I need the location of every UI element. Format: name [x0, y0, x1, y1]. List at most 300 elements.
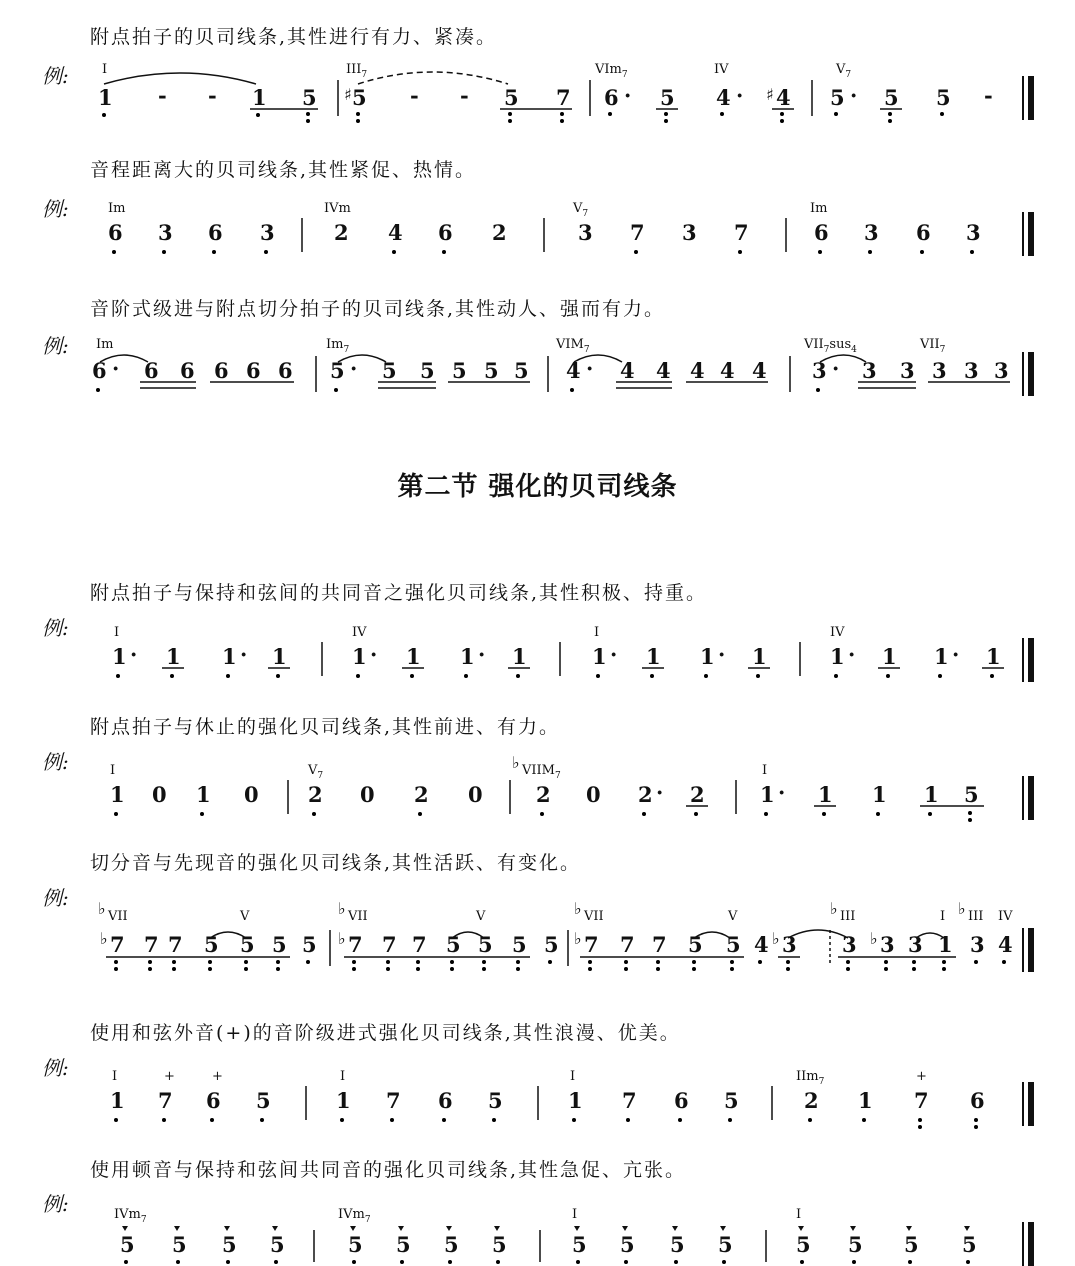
- note: 5: [348, 1232, 363, 1257]
- note: 3: [880, 932, 895, 957]
- low-octave-dot: [634, 250, 638, 254]
- example-4-staff: [112, 625, 1034, 682]
- low-octave-dot: [312, 812, 316, 816]
- chord-label: IV: [352, 625, 367, 640]
- note: 2: [804, 1088, 819, 1113]
- note: 3: [260, 220, 275, 245]
- note: 5: [936, 85, 951, 110]
- staccato-bar: [348, 1226, 507, 1264]
- example-8-staff: [114, 1207, 1034, 1266]
- low-octave-dot: [256, 113, 260, 117]
- low-octave-dot: [210, 1118, 214, 1122]
- note: 5: [512, 932, 527, 957]
- low-octave-dot: [390, 1118, 394, 1122]
- low-octave-dot: [112, 250, 116, 254]
- note: 1: [882, 644, 897, 669]
- note: 1: [352, 644, 367, 669]
- low-octave-dot: [918, 1118, 922, 1122]
- low-octave-dot: [888, 119, 892, 123]
- note: 5: [488, 1088, 503, 1113]
- note: 4: [388, 220, 403, 245]
- note: ·: [350, 356, 358, 381]
- final-bar-thin: [1022, 212, 1024, 256]
- chord-label: I: [572, 1207, 578, 1222]
- low-octave-dot: [276, 967, 280, 971]
- low-octave-dot: [516, 967, 520, 971]
- final-bar-thin: [1022, 928, 1024, 972]
- section-title: 第二节 强化的贝司线条: [397, 472, 678, 502]
- note: 0: [586, 782, 601, 807]
- final-bar-thin: [1022, 1082, 1024, 1126]
- note: 7: [348, 932, 363, 957]
- note: 5: [504, 85, 519, 110]
- low-octave-dot: [822, 812, 826, 816]
- note: 6: [246, 358, 261, 383]
- low-octave-dot: [884, 960, 888, 964]
- note: 7: [556, 85, 571, 110]
- note: 7: [584, 932, 599, 957]
- note: 0: [152, 782, 167, 807]
- low-octave-dot: [386, 960, 390, 964]
- accidental: ♭: [830, 899, 838, 918]
- note: -: [208, 83, 217, 108]
- low-octave-dot: [656, 960, 660, 964]
- note: 1: [512, 644, 527, 669]
- note: 6: [108, 220, 123, 245]
- note: ·: [718, 642, 726, 667]
- low-octave-dot: [974, 960, 978, 964]
- low-octave-dot: [516, 960, 520, 964]
- final-bar-thin: [1022, 776, 1024, 820]
- low-octave-dot: [940, 112, 944, 116]
- low-octave-dot: [244, 960, 248, 964]
- note: ·: [112, 356, 120, 381]
- final-bar-thick: [1028, 212, 1034, 256]
- low-octave-dot: [114, 960, 118, 964]
- note: 7: [168, 932, 183, 957]
- low-octave-dot: [846, 960, 850, 964]
- low-octave-dot: [306, 119, 310, 123]
- note: 7: [622, 1088, 637, 1113]
- note: 5: [492, 1232, 507, 1257]
- low-octave-dot: [548, 960, 552, 964]
- low-octave-dot: [212, 250, 216, 254]
- low-octave-dot: [816, 388, 820, 392]
- chord-label: VII: [108, 909, 128, 924]
- note: 5: [514, 358, 529, 383]
- low-octave-dot: [728, 1118, 732, 1122]
- note: ·: [848, 642, 856, 667]
- note: 1: [646, 644, 661, 669]
- chord-label: Im: [108, 201, 126, 216]
- low-octave-dot: [730, 960, 734, 964]
- low-octave-dot: [356, 112, 360, 116]
- note: 4: [752, 358, 767, 383]
- note: 1: [938, 932, 953, 957]
- note: 1: [112, 644, 127, 669]
- low-octave-dot: [938, 674, 942, 678]
- note: 7: [620, 932, 635, 957]
- low-octave-dot: [780, 112, 784, 116]
- low-octave-dot: [172, 967, 176, 971]
- chord-label: VII: [348, 909, 368, 924]
- accidental: ♯: [766, 85, 774, 104]
- example-5-description: 附点拍子与休止的强化贝司线条,其性前进、有力。: [90, 716, 561, 738]
- note: 1: [568, 1088, 583, 1113]
- staccato-mark: [446, 1226, 452, 1231]
- low-octave-dot: [664, 112, 668, 116]
- note: ·: [478, 642, 486, 667]
- chord-label: $VIM_7$: [556, 337, 590, 355]
- note: 5: [222, 1232, 237, 1257]
- note: 3: [812, 358, 827, 383]
- final-bar-thick: [1028, 352, 1034, 396]
- example-8-description: 使用顿音与保持和弦间共同音的强化贝司线条,其性急促、亢张。: [90, 1159, 687, 1181]
- note: 5: [256, 1088, 271, 1113]
- note: 5: [240, 932, 255, 957]
- note: ·: [240, 642, 248, 667]
- note: 5: [330, 358, 345, 383]
- low-octave-dot: [116, 674, 120, 678]
- note: 4: [656, 358, 671, 383]
- note: 5: [396, 1232, 411, 1257]
- final-bar-thin: [1022, 638, 1024, 682]
- low-octave-dot: [392, 250, 396, 254]
- note: 4: [754, 932, 769, 957]
- note: 3: [900, 358, 915, 383]
- staccato-mark: [174, 1226, 180, 1231]
- staccato-mark: [906, 1226, 912, 1231]
- note: 5: [620, 1232, 635, 1257]
- bar: [352, 642, 530, 678]
- note: 6: [916, 220, 931, 245]
- note: 5: [718, 1232, 733, 1257]
- note: 5: [272, 932, 287, 957]
- note: 4: [690, 358, 705, 383]
- low-octave-dot: [786, 967, 790, 971]
- note: 5: [830, 85, 845, 110]
- chord-label: $VIIM_7$: [522, 763, 561, 781]
- low-octave-dot: [968, 818, 972, 822]
- low-octave-dot: [352, 967, 356, 971]
- example-7-label: 例:: [42, 1056, 69, 1080]
- low-octave-dot: [650, 674, 654, 678]
- chord-label: I: [102, 62, 108, 77]
- low-octave-dot: [974, 1125, 978, 1129]
- low-octave-dot: [352, 960, 356, 964]
- low-octave-dot: [416, 960, 420, 964]
- note: 3: [864, 220, 879, 245]
- note: 3: [970, 932, 985, 957]
- low-octave-dot: [722, 1260, 726, 1264]
- note: 5: [204, 932, 219, 957]
- note: ·: [586, 356, 594, 381]
- chord-label: I: [762, 763, 768, 778]
- chord-label: IV: [830, 625, 845, 640]
- low-octave-dot: [834, 674, 838, 678]
- example-3-staff: [92, 337, 1034, 396]
- chord-label: I: [340, 1069, 346, 1084]
- note: 1: [110, 782, 125, 807]
- note: 7: [386, 1088, 401, 1113]
- chord-label: I: [114, 625, 120, 640]
- note: 6: [814, 220, 829, 245]
- low-octave-dot: [974, 1118, 978, 1122]
- low-octave-dot: [200, 812, 204, 816]
- low-octave-dot: [800, 1260, 804, 1264]
- low-octave-dot: [172, 960, 176, 964]
- staccato-mark: [272, 1226, 278, 1231]
- note: 1: [924, 782, 939, 807]
- example-1-staff: [98, 62, 1034, 123]
- low-octave-dot: [114, 1118, 118, 1122]
- low-octave-dot: [114, 967, 118, 971]
- chord-label: IV: [714, 62, 729, 77]
- chord-label: IV: [998, 909, 1013, 924]
- note: 5: [484, 358, 499, 383]
- low-octave-dot: [692, 960, 696, 964]
- final-bar-thick: [1028, 1222, 1034, 1266]
- chord-label: Im: [810, 201, 828, 216]
- low-octave-dot: [588, 967, 592, 971]
- low-octave-dot: [560, 112, 564, 116]
- note: ·: [610, 642, 618, 667]
- final-bar-thick: [1028, 1082, 1034, 1126]
- note: 4: [566, 358, 581, 383]
- accidental: ♭: [574, 929, 582, 948]
- note: 1: [858, 1088, 873, 1113]
- example-6-staff: [98, 899, 1034, 972]
- note: 3: [862, 358, 877, 383]
- note: 5: [444, 1232, 459, 1257]
- note: 3: [842, 932, 857, 957]
- note: ·: [832, 356, 840, 381]
- low-octave-dot: [888, 112, 892, 116]
- low-octave-dot: [738, 250, 742, 254]
- low-octave-dot: [918, 1125, 922, 1129]
- low-octave-dot: [386, 967, 390, 971]
- note: 6: [970, 1088, 985, 1113]
- tie-arc: [358, 72, 508, 84]
- note: 5: [382, 358, 397, 383]
- note: 5: [302, 932, 317, 957]
- accidental: ♭: [338, 929, 346, 948]
- final-bar-thin: [1022, 76, 1024, 120]
- note: 1: [934, 644, 949, 669]
- final-bar-thick: [1028, 76, 1034, 120]
- staccato-mark: [350, 1226, 356, 1231]
- final-bar-thick: [1028, 638, 1034, 682]
- chord-label: $V_7$: [573, 201, 589, 219]
- note: 6: [438, 1088, 453, 1113]
- low-octave-dot: [400, 1260, 404, 1264]
- example-2-label: 例:: [42, 197, 69, 221]
- chord-label: +: [212, 1069, 223, 1084]
- chord-label: I: [796, 1207, 802, 1222]
- note: 5: [884, 85, 899, 110]
- low-octave-dot: [492, 1118, 496, 1122]
- note: 2: [414, 782, 429, 807]
- low-octave-dot: [912, 960, 916, 964]
- note: 2: [492, 220, 507, 245]
- example-5-label: 例:: [42, 750, 69, 774]
- chord-label: $VII_7$: [920, 337, 946, 355]
- chord-label: $V_7$: [308, 763, 324, 781]
- low-octave-dot: [626, 1118, 630, 1122]
- low-octave-dot: [276, 960, 280, 964]
- staccato-mark: [964, 1226, 970, 1231]
- note: 4: [776, 85, 791, 110]
- note: 6: [674, 1088, 689, 1113]
- note: ·: [850, 83, 858, 108]
- low-octave-dot: [968, 811, 972, 815]
- accidental: ♭: [100, 929, 108, 948]
- accidental: ♭: [870, 929, 878, 948]
- low-octave-dot: [756, 674, 760, 678]
- low-octave-dot: [102, 113, 106, 117]
- low-octave-dot: [208, 967, 212, 971]
- note: 4: [998, 932, 1013, 957]
- low-octave-dot: [114, 812, 118, 816]
- note: 6: [438, 220, 453, 245]
- low-octave-dot: [942, 960, 946, 964]
- chord-label: +: [164, 1069, 175, 1084]
- staccato-mark: [798, 1226, 804, 1231]
- tie-arc: [820, 355, 866, 362]
- low-octave-dot: [912, 967, 916, 971]
- low-octave-dot: [780, 119, 784, 123]
- note: 6: [208, 220, 223, 245]
- staccato-bar: [796, 1226, 977, 1264]
- low-octave-dot: [692, 967, 696, 971]
- final-bar-thin: [1022, 1222, 1024, 1266]
- low-octave-dot: [226, 674, 230, 678]
- low-octave-dot: [162, 250, 166, 254]
- accidental: ♭: [338, 899, 346, 918]
- low-octave-dot: [148, 960, 152, 964]
- note: 0: [360, 782, 375, 807]
- low-octave-dot: [450, 960, 454, 964]
- example-1-label: 例:: [42, 64, 69, 88]
- chord-label: IVm$_7$: [114, 1207, 147, 1225]
- note: 1: [818, 782, 833, 807]
- low-octave-dot: [276, 674, 280, 678]
- note: 5: [726, 932, 741, 957]
- chord-label: $III_7$: [346, 62, 368, 80]
- chord-label: VII: [584, 909, 604, 924]
- note: 1: [98, 85, 113, 110]
- low-octave-dot: [352, 1260, 356, 1264]
- staccato-mark: [398, 1226, 404, 1231]
- bar: [592, 642, 770, 678]
- low-octave-dot: [990, 674, 994, 678]
- low-octave-dot: [678, 1118, 682, 1122]
- accidental: ♭: [772, 929, 780, 948]
- note: 1: [986, 644, 1001, 669]
- note: 5: [724, 1088, 739, 1113]
- low-octave-dot: [942, 967, 946, 971]
- chord-label: IVm$_7$: [338, 1207, 371, 1225]
- low-octave-dot: [674, 1260, 678, 1264]
- low-octave-dot: [664, 119, 668, 123]
- tie-arc: [574, 355, 622, 362]
- note: 2: [536, 782, 551, 807]
- note: 5: [446, 932, 461, 957]
- low-octave-dot: [758, 960, 762, 964]
- low-octave-dot: [764, 812, 768, 816]
- low-octave-dot: [786, 960, 790, 964]
- low-octave-dot: [306, 960, 310, 964]
- low-octave-dot: [162, 1118, 166, 1122]
- note: 6: [144, 358, 159, 383]
- note: 3: [682, 220, 697, 245]
- chord-label: I: [110, 763, 116, 778]
- note: 5: [420, 358, 435, 383]
- example-3-description: 音阶式级进与附点切分拍子的贝司线条,其性动人、强而有力。: [90, 298, 666, 320]
- note: 4: [620, 358, 635, 383]
- note: 3: [158, 220, 173, 245]
- low-octave-dot: [624, 960, 628, 964]
- low-octave-dot: [448, 1260, 452, 1264]
- low-octave-dot: [96, 388, 100, 392]
- staccato-mark: [574, 1226, 580, 1231]
- staccato-mark: [720, 1226, 726, 1231]
- note: 5: [670, 1232, 685, 1257]
- staccato-mark: [622, 1226, 628, 1231]
- low-octave-dot: [508, 112, 512, 116]
- tie-arc: [104, 73, 256, 84]
- chord-label: I: [594, 625, 600, 640]
- low-octave-dot: [920, 250, 924, 254]
- low-octave-dot: [508, 119, 512, 123]
- low-octave-dot: [970, 250, 974, 254]
- low-octave-dot: [260, 1118, 264, 1122]
- low-octave-dot: [356, 674, 360, 678]
- low-octave-dot: [416, 967, 420, 971]
- low-octave-dot: [208, 960, 212, 964]
- note: 7: [652, 932, 667, 957]
- note: 4: [716, 85, 731, 110]
- low-octave-dot: [264, 250, 268, 254]
- note: 3: [908, 932, 923, 957]
- note: ·: [736, 83, 744, 108]
- note: 0: [468, 782, 483, 807]
- low-octave-dot: [482, 967, 486, 971]
- note: 7: [110, 932, 125, 957]
- low-octave-dot: [340, 1118, 344, 1122]
- low-octave-dot: [862, 1118, 866, 1122]
- accidental: ♭: [512, 753, 520, 772]
- final-bar-thick: [1028, 928, 1034, 972]
- low-octave-dot: [846, 967, 850, 971]
- note: ·: [778, 780, 786, 805]
- note: 6: [180, 358, 195, 383]
- low-octave-dot: [1002, 960, 1006, 964]
- note: 5: [904, 1232, 919, 1257]
- note: 5: [120, 1232, 135, 1257]
- low-octave-dot: [442, 1118, 446, 1122]
- example-2-staff: [108, 201, 1034, 256]
- low-octave-dot: [624, 1260, 628, 1264]
- low-octave-dot: [884, 967, 888, 971]
- note: 1: [110, 1088, 125, 1113]
- note: 7: [158, 1088, 173, 1113]
- staccato-bar: [572, 1226, 733, 1264]
- note: 6: [214, 358, 229, 383]
- final-bar-thick: [1028, 776, 1034, 820]
- low-octave-dot: [274, 1260, 278, 1264]
- note: 2: [334, 220, 349, 245]
